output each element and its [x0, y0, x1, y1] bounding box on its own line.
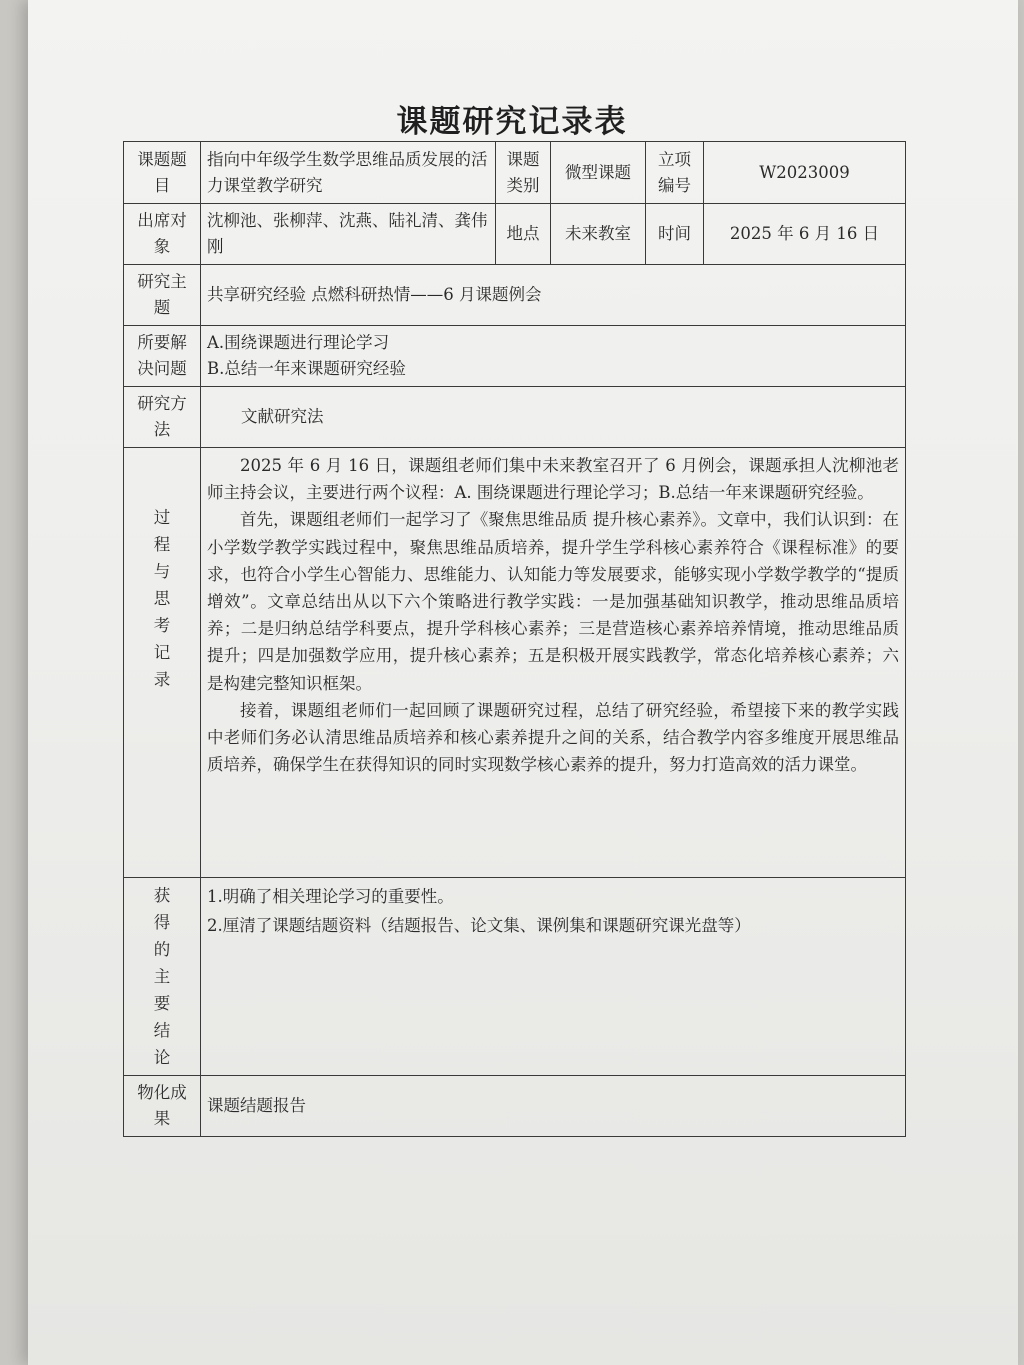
- process-paragraph: 接着，课题组老师们一起回顾了课题研究过程，总结了研究经验，希望接下来的教学实践中老师们务必认清思维品质培养和核心素养提升之间的关系，结合教学内容多维度开展思维品质培养，确保学生在获得知识的同时实现数学核心素养的提升，努力打造高效的活力课堂。: [207, 700, 899, 775]
- theme-value: 共享研究经验 点燃科研热情——6 月课题例会: [201, 265, 906, 326]
- topic-label: 课题题目: [124, 142, 201, 204]
- conclusions-label: 获得的主要结论: [153, 886, 171, 1067]
- theme-label: 研究主题: [124, 265, 201, 326]
- place-label: 地点: [496, 204, 551, 265]
- document-title: 课题研究记录表: [396, 104, 628, 140]
- process-value: [201, 448, 906, 878]
- conclusions-label-cell: [124, 878, 201, 1076]
- attendees-value: 沈柳池、张柳萍、沈燕、陆礼清、龚伟刚: [201, 204, 496, 265]
- row-problems: [124, 326, 906, 387]
- process-paragraph: 首先，课题组老师们一起学习了《聚焦思维品质 提升核心素养》。文章中，我们认识到：在小学数学教学实践过程中，聚焦思维品质培养，提升学生学科核心素养符合《课程标准》的要求，也符合小学生心智能力、思维能力、认知能力等发展要求，能够实现小学数学教学的“提质增效”。文章总结出从以下六个策略进行教学实践：一是加强基础知识教学，推动思维品质培养；二是归纳总结学科要点，提升学科核心素养；三是营造核心素养培养情境，推动思维品质提升；四是加强数学应用，提升核心素养；五是积极开展实践教学，常态化培养核心素养；六是构建完整知识框架。: [207, 510, 899, 693]
- outcomes-label: 物化成果: [124, 1076, 201, 1137]
- time-value: 2025 年 6 月 16 日: [704, 204, 906, 265]
- problem-item: A.围绕课题进行理论学习: [207, 333, 390, 352]
- row-process: [124, 448, 906, 878]
- category-value: 微型课题: [551, 142, 646, 204]
- conclusions-value: [201, 878, 906, 1076]
- record-table: [123, 141, 906, 1137]
- code-label: 立项编号: [646, 142, 704, 204]
- process-label-cell: [124, 448, 201, 878]
- problem-item: B.总结一年来课题研究经验: [207, 359, 406, 378]
- category-label: 课题类别: [496, 142, 551, 204]
- row-attendees: [124, 204, 906, 265]
- method-value: 文献研究法: [201, 387, 906, 448]
- process-label: 过程与思考记录: [153, 508, 171, 689]
- row-method: [124, 387, 906, 448]
- topic-value: 指向中年级学生数学思维品质发展的活力课堂教学研究: [201, 142, 496, 204]
- method-label: 研究方法: [124, 387, 201, 448]
- row-theme: [124, 265, 906, 326]
- row-outcomes: [124, 1076, 906, 1137]
- time-label: 时间: [646, 204, 704, 265]
- problems-label: 所要解决问题: [124, 326, 201, 387]
- conclusion-item: 2.厘清了课题结题资料（结题报告、论文集、课例集和课题研究课光盘等）: [207, 916, 751, 935]
- conclusion-item: 1.明确了相关理论学习的重要性。: [207, 887, 454, 906]
- row-conclusions: [124, 878, 906, 1076]
- problems-value: [201, 326, 906, 387]
- process-paragraph: 2025 年 6 月 16 日，课题组老师们集中未来教室召开了 6 月例会，课题承担人沈柳池老师主持会议，主要进行两个议程：A. 围绕课题进行理论学习；B.总结一年来课题研究经验。: [207, 456, 899, 503]
- code-value: W2023009: [704, 142, 906, 204]
- place-value: 未来教室: [551, 204, 646, 265]
- row-topic: [124, 142, 906, 204]
- outcomes-value: 课题结题报告: [201, 1076, 906, 1137]
- attendees-label: 出席对象: [124, 204, 201, 265]
